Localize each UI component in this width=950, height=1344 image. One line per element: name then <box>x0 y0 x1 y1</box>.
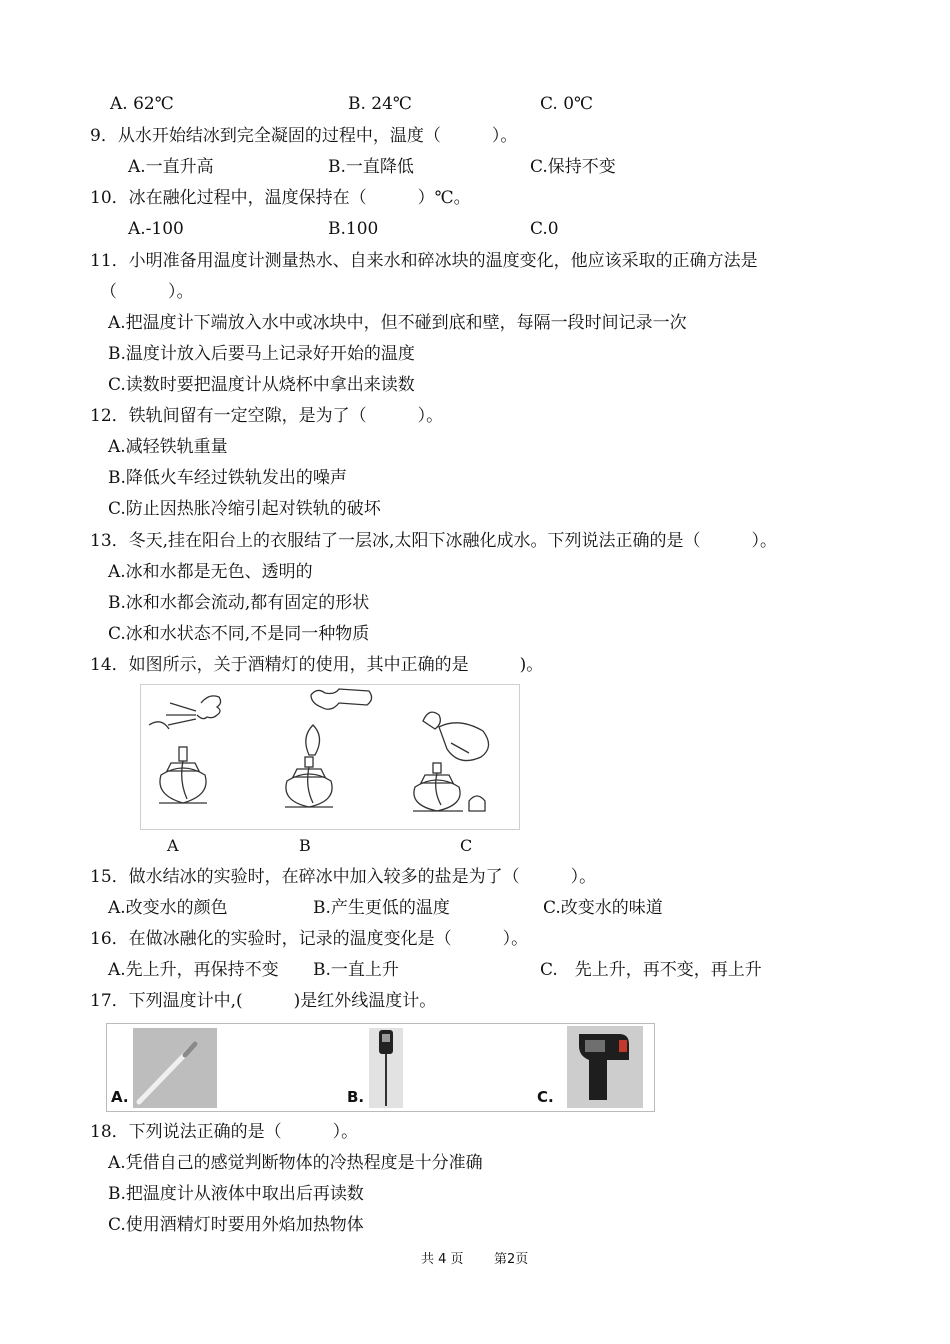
q10-option-b: B.100 <box>328 219 379 239</box>
q12-option-a: A.减轻铁轨重量 <box>108 437 228 457</box>
q11-option-a: A.把温度计下端放入水中或冰块中，但不碰到底和壁，每隔一段时间记录一次 <box>108 313 687 333</box>
q15-stem: 15．做水结冰的实验时，在碎冰中加入较多的盐是为了（ ）。 <box>90 867 597 887</box>
q13-option-a: A.冰和水都是无色、透明的 <box>108 562 313 582</box>
lamp-b-icon <box>285 689 372 807</box>
probe-thermometer-icon <box>369 1028 403 1108</box>
q11-option-c: C.读数时要把温度计从烧杯中拿出来读数 <box>108 375 415 395</box>
q8-option-b: B. 24℃ <box>348 94 412 114</box>
footer-page-number: 第2页 <box>494 1252 529 1267</box>
q12-option-b: B.降低火车经过铁轨发出的噪声 <box>108 468 347 488</box>
clinical-thermometer-icon <box>133 1028 217 1108</box>
q14-label-a: A <box>167 836 179 855</box>
q15-option-a: A.改变水的颜色 <box>108 898 228 918</box>
q17-label-b: B. <box>347 1088 365 1106</box>
q11-stem-line1: 11．小明准备用温度计测量热水、自来水和碎冰块的温度变化，他应该采取的正确方法是 <box>90 251 758 271</box>
q9-option-b: B.一直降低 <box>328 157 414 177</box>
alcohol-lamp-drawing <box>141 685 519 829</box>
q9-stem: 9．从水开始结冰到完全凝固的过程中，温度（ ）。 <box>90 126 518 146</box>
q17-label-c: C. <box>537 1088 554 1106</box>
q18-option-c: C.使用酒精灯时要用外焰加热物体 <box>108 1215 364 1235</box>
q18-option-a: A.凭借自己的感觉判断物体的冷热程度是十分准确 <box>108 1153 483 1173</box>
q15-option-b: B.产生更低的温度 <box>313 898 450 918</box>
q17-stem: 17．下列温度计中,( )是红外线温度计。 <box>90 991 437 1011</box>
clinical-thermometer-photo <box>133 1028 217 1108</box>
q15-option-c: C.改变水的味道 <box>543 898 663 918</box>
q8-option-c: C. 0℃ <box>540 94 594 114</box>
infrared-thermometer-icon <box>567 1026 643 1108</box>
q13-stem: 13．冬天,挂在阳台上的衣服结了一层冰,太阳下冰融化成水。下列说法正确的是（ ）。 <box>90 531 777 551</box>
footer-total-pages: 共 4 页 <box>421 1252 464 1267</box>
q16-option-a: A.先上升，再保持不变 <box>108 960 279 980</box>
q17-label-a: A. <box>111 1088 129 1106</box>
q11-stem-line2: （ ）。 <box>100 282 194 302</box>
alcohol-lamp-figure <box>140 684 520 830</box>
q13-option-c: C.冰和水状态不同,不是同一种物质 <box>108 624 370 644</box>
lamp-c-icon <box>413 712 489 811</box>
q10-option-a: A.-100 <box>128 219 184 239</box>
q9-option-c: C.保持不变 <box>530 157 616 177</box>
q14-label-b: B <box>299 836 311 855</box>
thermometer-figure <box>106 1023 655 1112</box>
q10-option-c: C.0 <box>530 219 559 239</box>
infrared-thermometer-photo <box>567 1026 643 1108</box>
q16-stem: 16．在做冰融化的实验时，记录的温度变化是（ ）。 <box>90 929 529 949</box>
q9-option-a: A.一直升高 <box>128 157 214 177</box>
q10-stem: 10．冰在融化过程中，温度保持在（ ）℃。 <box>90 188 471 208</box>
q11-option-b: B.温度计放入后要马上记录好开始的温度 <box>108 344 415 364</box>
q18-option-b: B.把温度计从液体中取出后再读数 <box>108 1184 364 1204</box>
q12-stem: 12．铁轨间留有一定空隙，是为了（ ）。 <box>90 406 444 426</box>
q8-option-a: A. 62℃ <box>110 94 174 114</box>
q13-option-b: B.冰和水都会流动,都有固定的形状 <box>108 593 370 613</box>
q14-label-c: C <box>460 836 473 855</box>
q18-stem: 18．下列说法正确的是（ ）。 <box>90 1122 359 1142</box>
probe-thermometer-photo <box>369 1028 403 1108</box>
lamp-a-icon <box>149 696 221 803</box>
q16-option-b: B.一直上升 <box>313 960 399 980</box>
q16-option-c: C. 先上升，再不变，再上升 <box>540 960 762 980</box>
q12-option-c: C.防止因热胀冷缩引起对铁轨的破坏 <box>108 499 381 519</box>
q14-stem: 14．如图所示，关于酒精灯的使用，其中正确的是 )。 <box>90 655 544 675</box>
